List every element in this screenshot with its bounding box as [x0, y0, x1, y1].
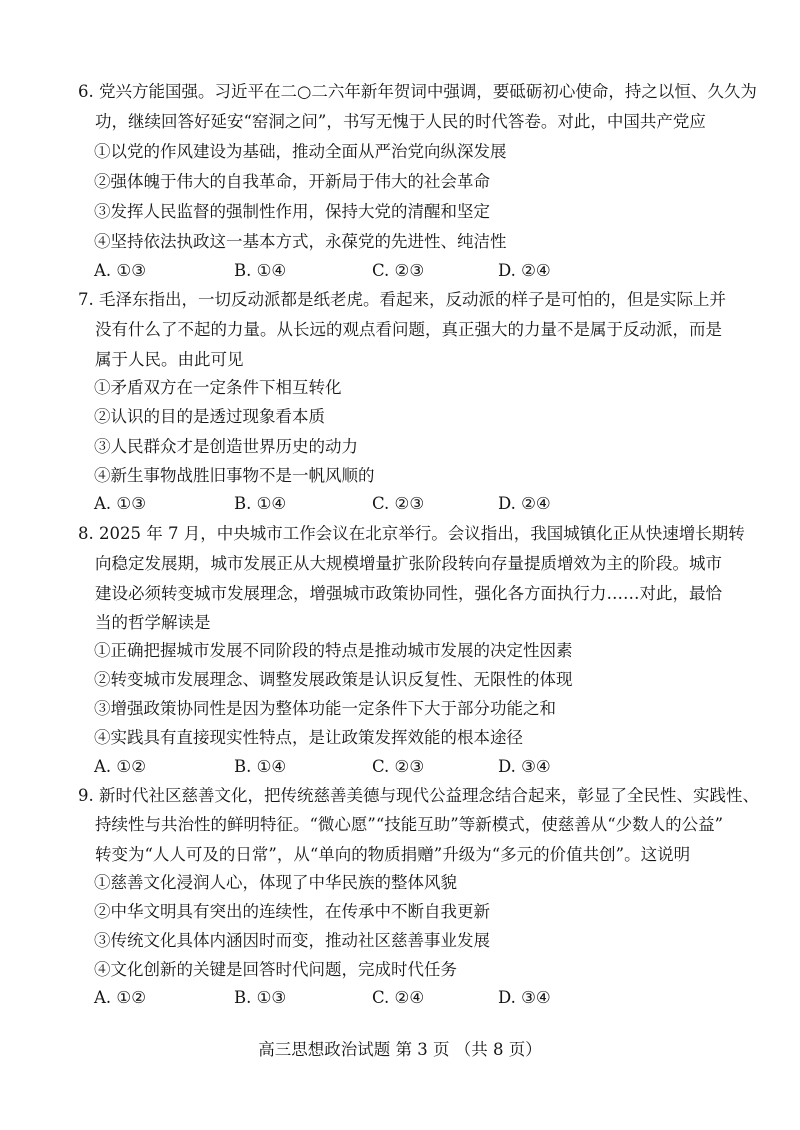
option-statement: ④实践具有直接现实性特点，是让政策发挥效能的根本途径: [94, 728, 523, 747]
option-statement: ③发挥人民监督的强制性作用，保持大党的清醒和坚定: [94, 202, 490, 221]
question-stem-line: 6. 党兴方能国强。习近平在二○二六年新年贺词中强调，要砥砺初心使命，持之以恒、久久为: [78, 82, 757, 101]
choice-a: A. ①③: [94, 494, 146, 513]
option-statement: ①以党的作风建设为基础，推动全面从严治党向纵深发展: [94, 142, 507, 161]
choice-c: C. ②③: [372, 494, 425, 513]
question-stem-line: 当的哲学解读是: [95, 613, 211, 632]
choice-c: C. ②③: [372, 757, 425, 776]
answer-choices: [94, 988, 714, 1010]
choice-b: B. ①③: [234, 988, 287, 1007]
choice-a: A. ①③: [94, 261, 146, 280]
choice-d: D. ③④: [498, 757, 551, 776]
option-statement: ③增强政策协同性是因为整体功能一定条件下大于部分功能之和: [94, 699, 556, 718]
option-statement: ④新生事物战胜旧事物不是一帆风顺的: [94, 466, 375, 485]
page-footer: 高三思想政治试题 第 3 页 （共 8 页）: [258, 1040, 542, 1059]
option-statement: ④文化创新的关键是回答时代问题，完成时代任务: [94, 960, 457, 979]
answer-choices: [94, 494, 714, 516]
option-statement: ①矛盾双方在一定条件下相互转化: [94, 378, 342, 397]
question-stem-line: 没有什么了不起的力量。从长远的观点看问题，真正强大的力量不是属于反动派，而是: [95, 320, 722, 339]
question-stem-line: 9. 新时代社区慈善文化，把传统慈善美德与现代公益理念结合起来，彰显了全民性、实践性、: [78, 786, 759, 805]
question-stem-line: 7. 毛泽东指出，一切反动派都是纸老虎。看起来，反动派的样子是可怕的，但是实际上并: [78, 290, 726, 309]
option-statement: ④坚持依法执政这一基本方式，永葆党的先进性、纯洁性: [94, 232, 507, 251]
question-stem-line: 向稳定发展期，城市发展正从大规模增量扩张阶段转向存量提质增效为主的阶段。城市: [95, 554, 722, 573]
option-statement: ②认识的目的是透过现象看本质: [94, 407, 325, 426]
option-statement: ②转变城市发展理念、调整发展政策是认识反复性、无限性的体现: [94, 670, 573, 689]
question-stem-line: 建设必须转变城市发展理念，增强城市政策协同性，强化各方面执行力……对此，最恰: [95, 584, 722, 603]
answer-choices: [94, 261, 714, 283]
choice-c: C. ②③: [372, 261, 425, 280]
option-statement: ①慈善文化浸润人心，体现了中华民族的整体风貌: [94, 873, 457, 892]
question-stem-line: 功，继续回答好延安“窑洞之问”，书写无愧于人民的时代答卷。对此，中国共产党应: [95, 112, 706, 131]
answer-choices: [94, 757, 714, 779]
question-stem-line: 8. 2025 年 7 月，中央城市工作会议在北京举行。会议指出，我国城镇化正从快速增长期转: [78, 524, 745, 543]
choice-b: B. ①④: [234, 494, 287, 513]
option-statement: ②强体魄于伟大的自我革命，开新局于伟大的社会革命: [94, 172, 490, 191]
choice-d: D. ③④: [498, 988, 551, 1007]
question-stem-line: 转变为“人人可及的日常”，从“单向的物质捐赠”升级为“多元的价值共创”。这说明: [95, 845, 691, 864]
question-stem-line: 持续性与共治性的鲜明特征。“微心愿”“技能互助”等新模式，使慈善从“少数人的公益”: [95, 815, 724, 834]
choice-c: C. ②④: [372, 988, 425, 1007]
question-stem-line: 属于人民。由此可见: [95, 350, 244, 369]
choice-a: A. ①②: [94, 757, 146, 776]
option-statement: ①正确把握城市发展不同阶段的特点是推动城市发展的决定性因素: [94, 641, 573, 660]
choice-b: B. ①④: [234, 261, 287, 280]
choice-a: A. ①②: [94, 988, 146, 1007]
option-statement: ③传统文化具体内涵因时而变，推动社区慈善事业发展: [94, 931, 490, 950]
option-statement: ②中华文明具有突出的连续性，在传承中不断自我更新: [94, 902, 490, 921]
choice-d: D. ②④: [498, 494, 551, 513]
choice-d: D. ②④: [498, 261, 551, 280]
choice-b: B. ①④: [234, 757, 287, 776]
option-statement: ③人民群众才是创造世界历史的动力: [94, 437, 358, 456]
